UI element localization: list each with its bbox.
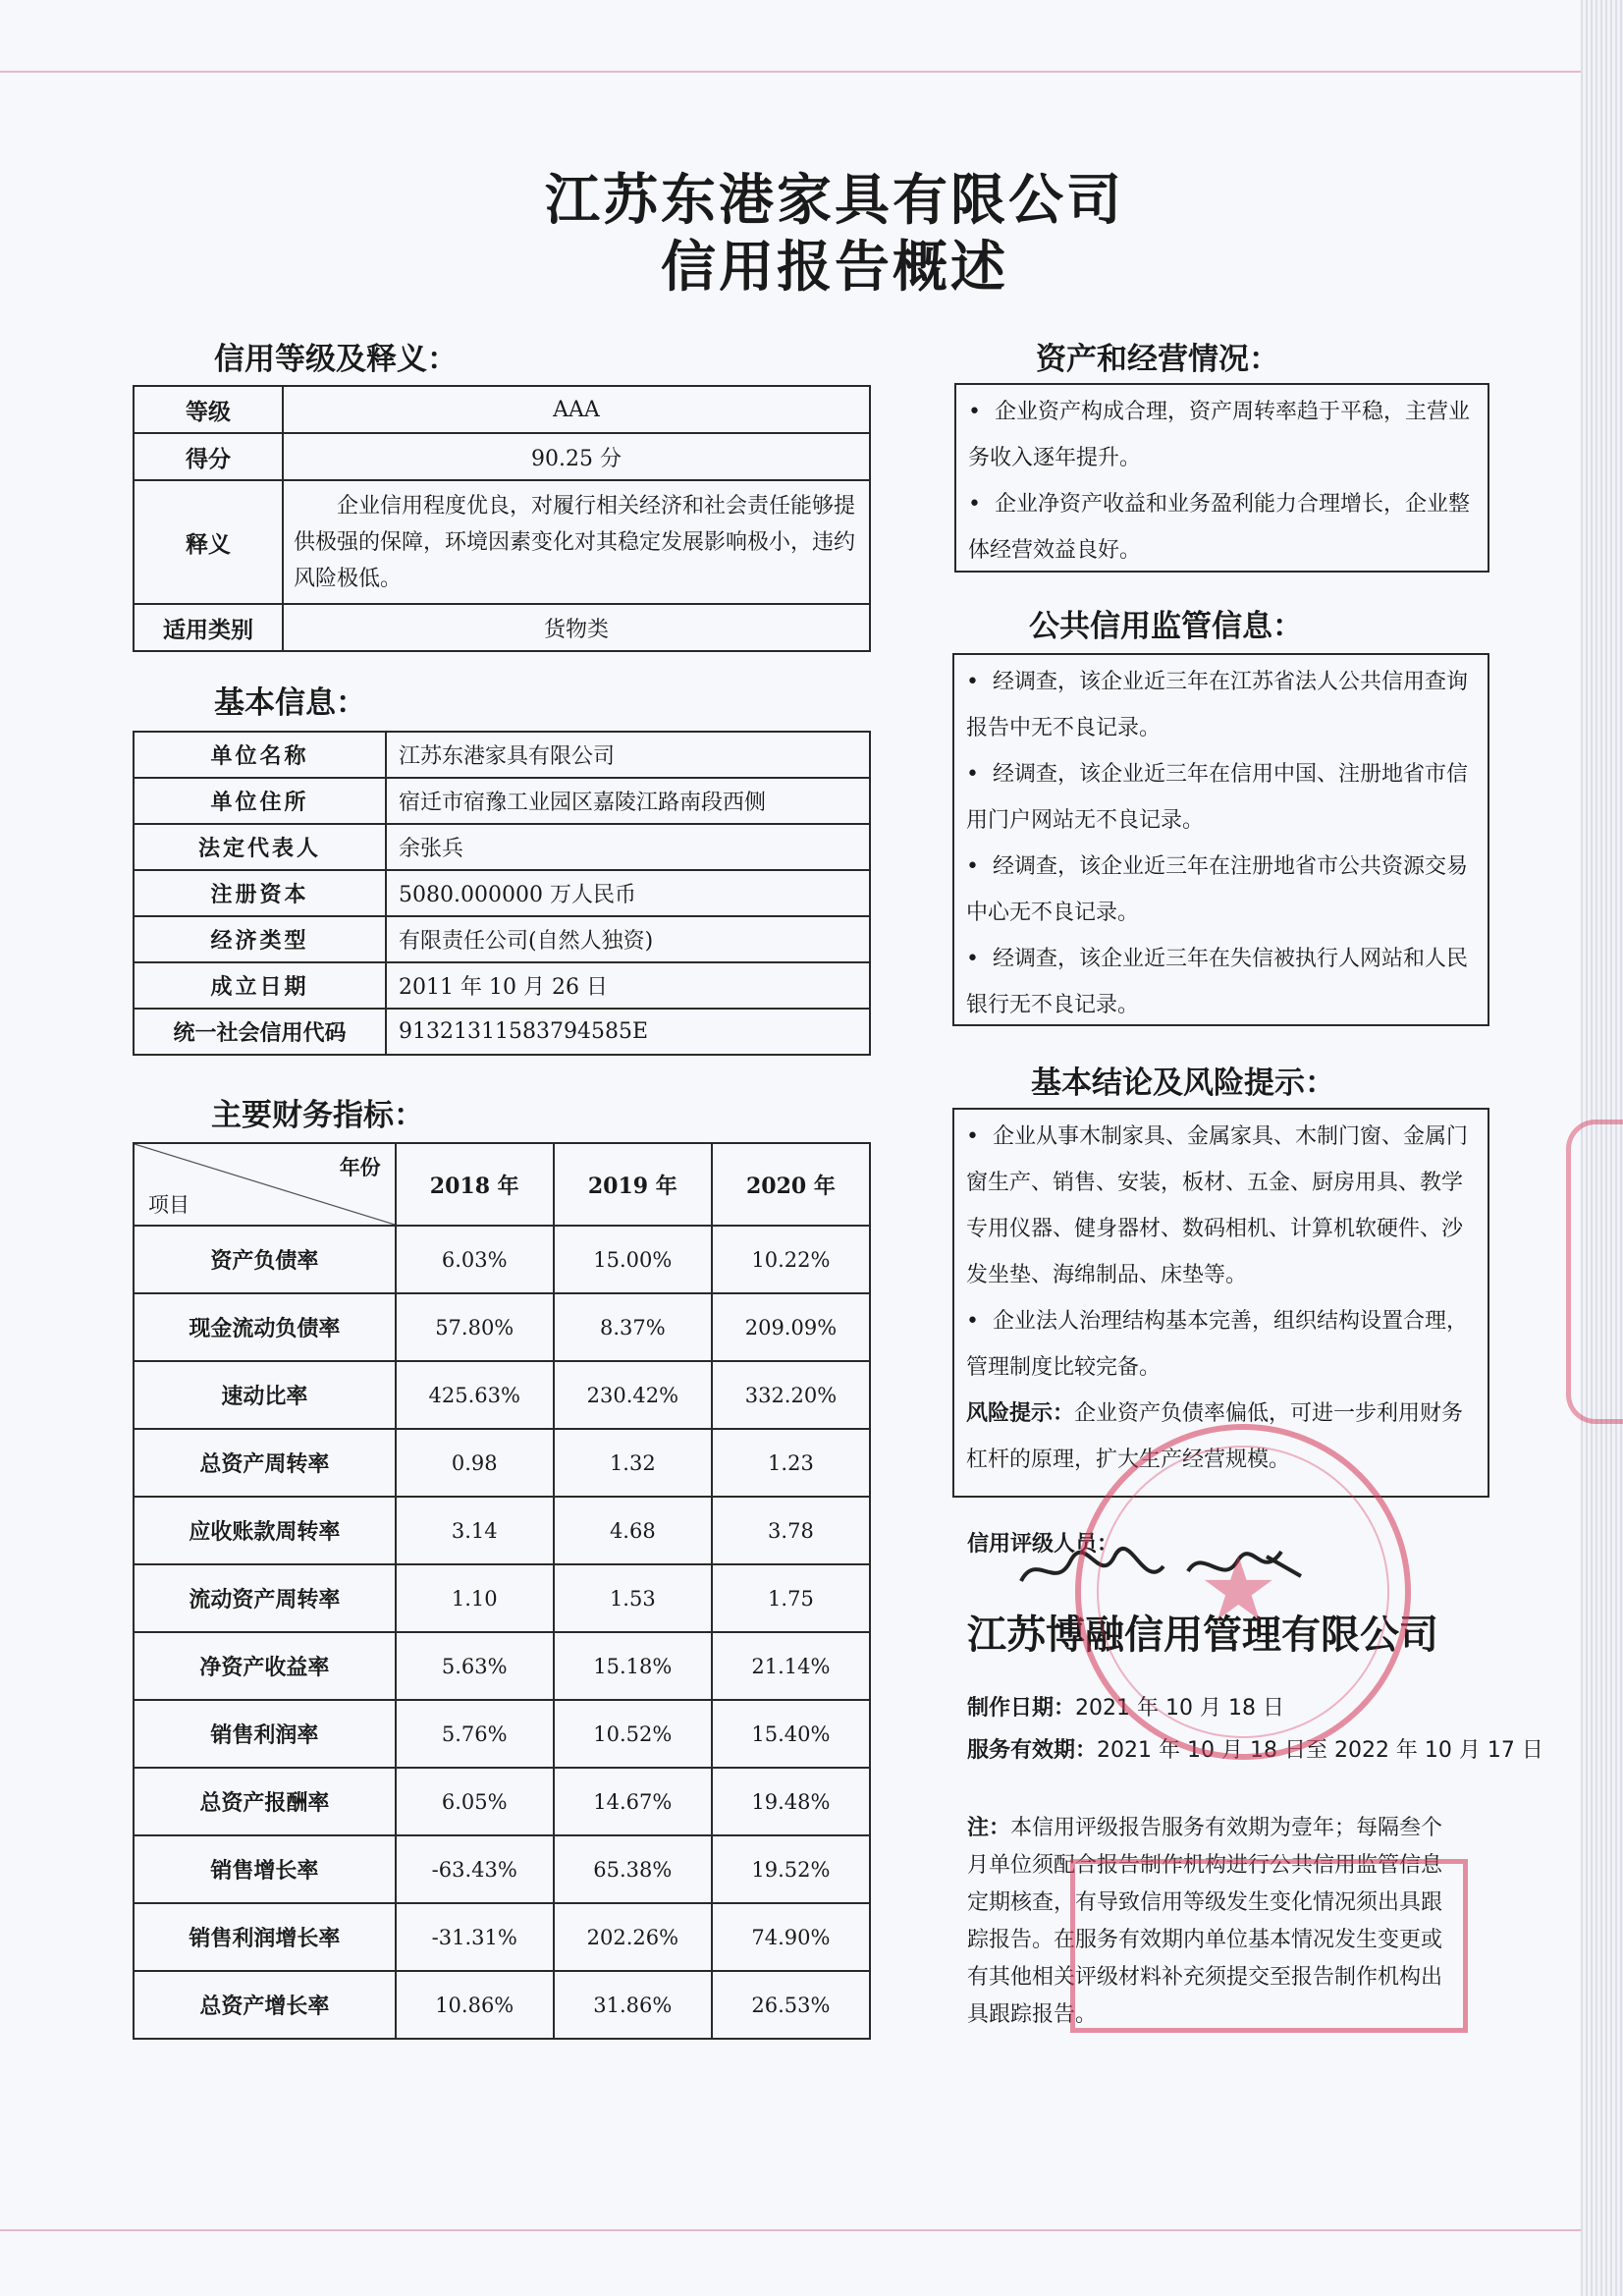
report-title-subtitle: 信用报告概述: [661, 235, 1008, 300]
conclusion-bullet: • 企业法人治理结构基本完善，组织结构设置合理，管理制度比较完备。: [966, 1298, 1476, 1391]
table-row: [134, 962, 870, 1009]
founded-value: 2011 年 10 月 26 日: [386, 962, 870, 1009]
table-row: [134, 1009, 870, 1055]
category-value: 货物类: [283, 604, 870, 651]
metric-value: 15.00%: [554, 1226, 712, 1293]
table-row: [134, 1632, 870, 1700]
table-row: [134, 1293, 870, 1361]
grade-value: AAA: [283, 386, 870, 433]
rater-label: 信用评级人员：: [967, 1532, 1119, 1557]
seal-star-icon: ★: [1199, 1538, 1278, 1641]
metric-value: 5.76%: [396, 1700, 554, 1768]
metric-value: 74.90%: [712, 1903, 870, 1971]
founded-label: 成立日期: [134, 962, 386, 1009]
report-stamp: [1070, 1859, 1468, 2033]
metric-name: 总资产周转率: [134, 1429, 396, 1497]
year-2018: 2018 年: [396, 1143, 554, 1226]
diagonal-header-cell: [134, 1143, 396, 1226]
credit-code-value: 91321311583794585E: [386, 1009, 870, 1055]
table-row: [134, 824, 870, 870]
table-row: [134, 480, 870, 604]
grade-table: [133, 385, 871, 652]
metric-value: 10.52%: [554, 1700, 712, 1768]
metric-value: 21.14%: [712, 1632, 870, 1700]
metric-value: 4.68: [554, 1497, 712, 1564]
metric-value: 15.18%: [554, 1632, 712, 1700]
metric-value: 425.63%: [396, 1361, 554, 1429]
metric-value: 3.14: [396, 1497, 554, 1564]
table-row: [134, 604, 870, 651]
side-seal: [1566, 1120, 1623, 1424]
financial-table: [133, 1142, 871, 2040]
metric-name: 现金流动负债率: [134, 1293, 396, 1361]
metric-value: -63.43%: [396, 1835, 554, 1903]
score-value: 90.25 分: [283, 433, 870, 480]
public-bullet: • 经调查，该企业近三年在信用中国、注册地省市信用门户网站无不良记录。: [966, 751, 1476, 844]
basic-section-heading: 基本信息：: [214, 685, 366, 721]
unit-name-value: 江苏东港家具有限公司: [386, 732, 870, 778]
report-title-company: 江苏东港家具有限公司: [545, 168, 1124, 233]
table-row: [134, 386, 870, 433]
metric-value: 26.53%: [712, 1971, 870, 2039]
assets-section-heading: 资产和经营情况：: [1036, 342, 1279, 377]
assets-bullet: • 企业资产构成合理，资产周转率趋于平稳，主营业务收入逐年提升。: [968, 389, 1476, 481]
econ-type-value: 有限责任公司(自然人独资): [386, 916, 870, 962]
table-row: [134, 732, 870, 778]
table-row: [134, 433, 870, 480]
bottom-margin-line: [0, 2229, 1581, 2231]
metric-value: 0.98: [396, 1429, 554, 1497]
metric-name: 应收账款周转率: [134, 1497, 396, 1564]
metric-name: 速动比率: [134, 1361, 396, 1429]
risk-text: 企业资产负债率偏低，可进一步利用财务杠杆的原理，扩大生产经营规模。: [966, 1401, 1464, 1472]
metric-value: 1.23: [712, 1429, 870, 1497]
grade-section-heading: 信用等级及释义：: [214, 342, 458, 377]
public-bullet: • 经调查，该企业近三年在注册地省市公共资源交易中心无不良记录。: [966, 844, 1476, 936]
table-row: [134, 1835, 870, 1903]
public-bullet: • 经调查，该企业近三年在失信被执行人网站和人民银行无不良记录。: [966, 936, 1476, 1028]
table-header-row: [134, 1143, 870, 1226]
metric-value: 3.78: [712, 1497, 870, 1564]
metric-value: 230.42%: [554, 1361, 712, 1429]
metric-value: 10.22%: [712, 1226, 870, 1293]
financial-section-heading: 主要财务指标：: [211, 1098, 424, 1133]
metric-name: 资产负债率: [134, 1226, 396, 1293]
metric-value: 65.38%: [554, 1835, 712, 1903]
metric-value: 332.20%: [712, 1361, 870, 1429]
metric-value: 8.37%: [554, 1293, 712, 1361]
table-row: [134, 1700, 870, 1768]
table-row: [134, 1361, 870, 1429]
definition-label: 释义: [134, 480, 283, 604]
metric-value: 209.09%: [712, 1293, 870, 1361]
public-box: [952, 653, 1489, 1026]
item-header: 项目: [148, 1193, 189, 1217]
year-2020: 2020 年: [712, 1143, 870, 1226]
definition-value: 企业信用程度优良，对履行相关经济和社会责任能够提供极强的保障，环境因素变化对其稳定发展影响极小，违约风险极低。: [283, 480, 870, 604]
rating-company: 江苏博融信用管理有限公司: [967, 1613, 1438, 1658]
risk-label: 风险提示：: [966, 1401, 1075, 1426]
top-margin-line: [0, 71, 1581, 73]
metric-value: 1.53: [554, 1564, 712, 1632]
table-row: [134, 1768, 870, 1835]
table-row: [134, 1971, 870, 2039]
econ-type-label: 经济类型: [134, 916, 386, 962]
metric-value: 5.63%: [396, 1632, 554, 1700]
grade-label: 等级: [134, 386, 283, 433]
metric-value: 202.26%: [554, 1903, 712, 1971]
capital-value: 5080.000000 万人民币: [386, 870, 870, 916]
year-2019: 2019 年: [554, 1143, 712, 1226]
table-row: [134, 1497, 870, 1564]
public-section-heading: 公共信用监管信息：: [1029, 609, 1303, 644]
metric-value: 14.67%: [554, 1768, 712, 1835]
table-row: [134, 1903, 870, 1971]
credit-code-label: 统一社会信用代码: [134, 1009, 386, 1055]
metric-value: 1.75: [712, 1564, 870, 1632]
legal-rep-label: 法定代表人: [134, 824, 386, 870]
validity-value: 2021 年 10 月 18 日至 2022 年 10 月 17 日: [1097, 1738, 1543, 1763]
production-date-value: 2021 年 10 月 18 日: [1075, 1696, 1284, 1721]
metric-value: 1.10: [396, 1564, 554, 1632]
metric-value: 31.86%: [554, 1971, 712, 2039]
address-value: 宿迁市宿豫工业园区嘉陵江路南段西侧: [386, 778, 870, 824]
metric-value: 6.05%: [396, 1768, 554, 1835]
unit-name-label: 单位名称: [134, 732, 386, 778]
metric-name: 总资产报酬率: [134, 1768, 396, 1835]
metric-name: 销售利润增长率: [134, 1903, 396, 1971]
metric-value: 19.52%: [712, 1835, 870, 1903]
capital-label: 注册资本: [134, 870, 386, 916]
table-row: [134, 1226, 870, 1293]
table-row: [134, 778, 870, 824]
metric-value: 6.03%: [396, 1226, 554, 1293]
assets-box: [954, 383, 1489, 573]
score-label: 得分: [134, 433, 283, 480]
metric-name: 流动资产周转率: [134, 1564, 396, 1632]
metric-value: 10.86%: [396, 1971, 554, 2039]
table-row: [134, 1564, 870, 1632]
metric-name: 销售增长率: [134, 1835, 396, 1903]
public-bullet: • 经调查，该企业近三年在江苏省法人公共信用查询报告中无不良记录。: [966, 659, 1476, 751]
company-seal: [1075, 1424, 1411, 1760]
conclusion-bullet: • 企业从事木制家具、金属家具、木制门窗、金属门窗生产、销售、安装，板材、五金、厨房用具、教学专用仪器、健身器材、数码相机、计算机软硬件、沙发坐垫、海绵制品、床垫等。: [966, 1114, 1476, 1298]
basic-info-table: [133, 731, 871, 1056]
address-label: 单位住所: [134, 778, 386, 824]
table-row: [134, 870, 870, 916]
metric-name: 销售利润率: [134, 1700, 396, 1768]
note-label: 注：: [967, 1815, 1011, 1840]
metric-value: 1.32: [554, 1429, 712, 1497]
validity-label: 服务有效期：: [967, 1738, 1098, 1763]
metric-value: 19.48%: [712, 1768, 870, 1835]
note-text: 本信用评级报告服务有效期为壹年；每隔叁个月单位须配合报告制作机构进行公共信用监管信息定期核查，有导致信用等级发生变化情况须出具跟踪报告。在服务有效期内单位基本情况发生变更或有其他相关评级材料补充须提交至报告制作机构出具跟踪报告。: [967, 1816, 1443, 2027]
year-header: 年份: [339, 1156, 381, 1179]
metric-name: 总资产增长率: [134, 1971, 396, 2039]
conclusion-section-heading: 基本结论及风险提示：: [1031, 1066, 1335, 1101]
table-row: [134, 1429, 870, 1497]
metric-name: 净资产收益率: [134, 1632, 396, 1700]
metric-value: 15.40%: [712, 1700, 870, 1768]
legal-rep-value: 余张兵: [386, 824, 870, 870]
assets-bullet: • 企业净资产收益和业务盈利能力合理增长，企业整体经营效益良好。: [968, 481, 1476, 574]
metric-value: -31.31%: [396, 1903, 554, 1971]
metric-value: 57.80%: [396, 1293, 554, 1361]
category-label: 适用类别: [134, 604, 283, 651]
production-date-label: 制作日期：: [967, 1696, 1076, 1721]
table-row: [134, 916, 870, 962]
